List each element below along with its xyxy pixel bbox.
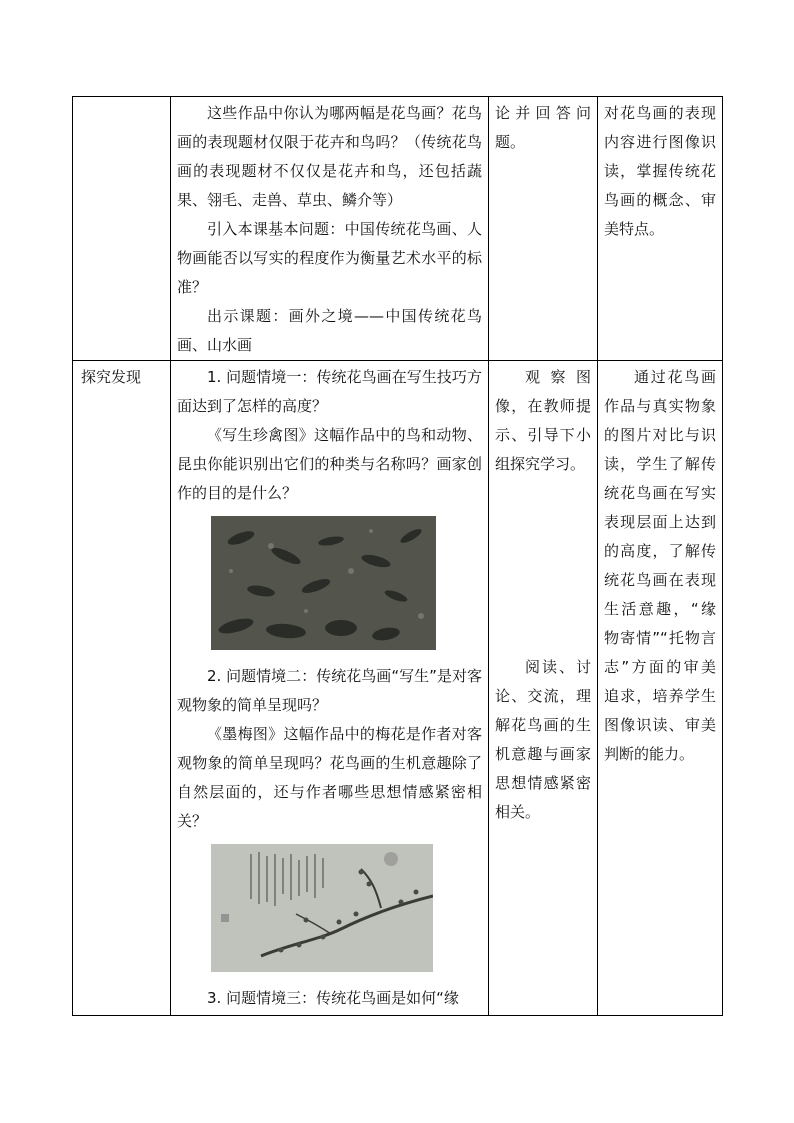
question-2-description: 《墨梅图》这幅作品中的梅花是作者对客观物象的简单呈现吗？花鸟画的生机意趣除了自然层面的，还与作者哪些思想情感紧密相关？ [177,725,482,830]
content-paragraph: 出示课题：画外之境——中国传统花鸟画、山水画 [177,307,482,354]
content-cell [171,97,489,361]
content-paragraph: 引入本课基本问题：中国传统花鸟画、人物画能否以写实的程度作为衡量艺术水平的标准？ [177,220,482,296]
table-row [73,97,723,361]
stage-cell [73,361,171,1016]
question-3: 3. 问题情境三：传统花鸟画是如何“缘 [207,989,459,1007]
design-intent-cell [598,97,723,361]
student-activity-cell [489,97,598,361]
design-intent-text: 通过花鸟画作品与真实物象的图片对比与识读，学生了解传统花鸟画在写实表现层面上达到的高度，了解传统花鸟画在表现生活意趣，“缘物寄情”“托物言志”方面的审美追求，培养学生图像识读、审美判断的能力。 [604,368,716,763]
birds-painting-image [211,516,482,650]
plum-painting-image [211,844,482,972]
table-row [73,361,723,1016]
lesson-plan-table [72,96,723,1016]
question-1-description: 《写生珍禽图》这幅作品中的鸟和动物、昆虫你能识别出它们的种类与名称吗？画家创作的目的是什么？ [177,426,482,502]
content-cell [171,361,489,1016]
stage-label: 探究发现 [81,368,142,386]
stage-cell [73,97,171,361]
content-paragraph: 这些作品中你认为哪两幅是花鸟画？花鸟画的表现题材仅限于花卉和鸟吗？（传统花鸟画的表现题材不仅仅是花卉和鸟，还包括蔬果、翎毛、走兽、草虫、鳞介等） [177,104,482,209]
spacer [495,479,591,653]
student-activity-text: 论并回答问题。 [495,104,591,151]
question-1: 1. 问题情境一：传统花鸟画在写生技巧方面达到了怎样的高度？ [177,368,482,415]
birds-painting-icon [211,516,436,650]
design-intent-cell [598,361,723,1016]
design-intent-text: 对花鸟画的表现内容进行图像识读，掌握传统花鸟画的概念、审美特点。 [604,104,716,238]
question-2: 2. 问题情境二：传统花鸟画“写生”是对客观物象的简单呈现吗？ [177,667,482,714]
student-activity-text: 阅读、讨论、交流，理解花鸟画的生机意趣与画家思想情感紧密相关。 [495,658,591,821]
student-activity-cell [489,361,598,1016]
plum-painting-icon [211,844,433,972]
student-activity-text: 观察图像，在教师提示、引导下小组探究学习。 [495,368,591,473]
